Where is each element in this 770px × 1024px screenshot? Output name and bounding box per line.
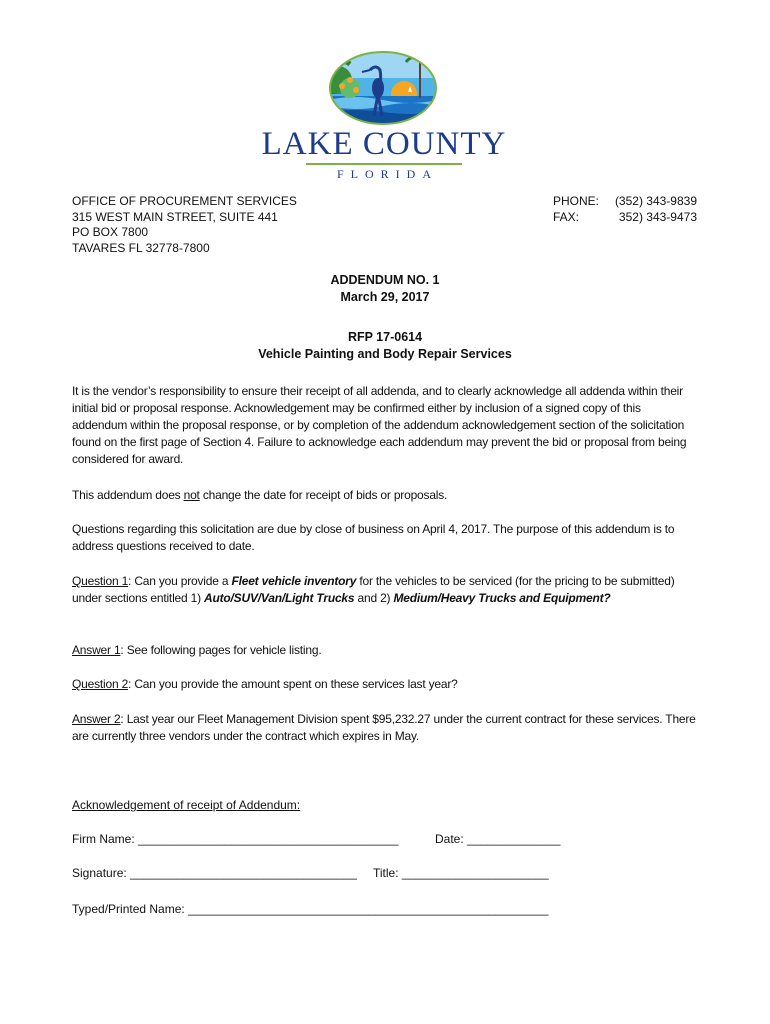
firm-name-field: Firm Name: _______________________________________ bbox=[72, 832, 399, 846]
question-1-text-b: for the vehicles to be serviced (for the pricing to be submitted) under sections entitled 1) bbox=[72, 574, 675, 605]
date-field: Date: ______________ bbox=[435, 832, 561, 846]
question-2-text: : Can you provide the amount spent on these services last year? bbox=[128, 677, 458, 691]
lake-county-logo bbox=[253, 50, 515, 184]
logo-state-name: FLORIDA bbox=[336, 167, 438, 181]
questions-intro-paragraph: Questions regarding this solicitation are due by close of business on April 4, 2017. The purpose of this addendum is to address questions received to date. bbox=[72, 522, 675, 553]
answer-1-text: : See following pages for vehicle listing. bbox=[120, 643, 322, 657]
intro-paragraph: It is the vendor’s responsibility to ensure their receipt of all addenda, and to clearly acknowledge all addenda within their initial bid or proposal response. Acknowledgement may be confirmed either by inclusion of a signed copy of this addendum within the proposal response, or by completion of the addendum acknowledgement section of the solicitation found on the first page of Section 4. Failure to acknowledge each addendum may prevent the bid or proposal from being considered for award. bbox=[72, 384, 687, 466]
fax-value: 352) 343-9473 bbox=[618, 209, 697, 224]
addendum-number: ADDENDUM NO. 1 bbox=[330, 273, 440, 287]
date-note-emphasis: not bbox=[183, 488, 200, 502]
office-name: OFFICE OF PROCUREMENT SERVICES bbox=[72, 194, 297, 208]
office-city: TAVARES FL 32778-7800 bbox=[72, 240, 210, 255]
contact-info bbox=[553, 194, 697, 225]
answer-1-label: Answer 1 bbox=[72, 643, 121, 657]
date-note-pre: This addendum does bbox=[72, 488, 184, 502]
question-2-label: Question 2 bbox=[72, 677, 129, 691]
signature-field: Signature: __________________________________ bbox=[72, 866, 357, 880]
phone-value: (352) 343-9839 bbox=[614, 194, 697, 208]
question-1-text-a: : Can you provide a bbox=[128, 574, 232, 588]
answer-2-label: Answer 2 bbox=[72, 712, 121, 726]
addendum-date: March 29, 2017 bbox=[340, 290, 430, 304]
phone-row bbox=[553, 194, 697, 210]
addendum-heading bbox=[72, 272, 698, 306]
answer-1 bbox=[72, 642, 698, 659]
printed-name-field: Typed/Printed Name: ______________________________________________________ bbox=[72, 902, 549, 916]
question-1-label: Question 1 bbox=[72, 574, 129, 588]
phone-label: PHONE: bbox=[553, 194, 600, 208]
office-po-box: PO BOX 7800 bbox=[72, 225, 149, 239]
date-note-paragraph bbox=[72, 487, 698, 504]
question-1 bbox=[72, 573, 698, 607]
rfp-heading bbox=[72, 329, 698, 363]
office-street: 315 WEST MAIN STREET, SUITE 441 bbox=[72, 209, 278, 224]
question-2 bbox=[72, 676, 698, 693]
logo-county-name: LAKE COUNTY bbox=[261, 126, 507, 162]
fax-row bbox=[553, 210, 697, 226]
rfp-title: Vehicle Painting and Body Repair Services bbox=[258, 347, 512, 361]
question-1-inventory: Fleet vehicle inventory bbox=[231, 574, 357, 588]
question-1-section-2: Medium/Heavy Trucks and Equipment? bbox=[393, 591, 611, 605]
county-seal-icon bbox=[328, 50, 438, 126]
date-note-post: change the date for receipt of bids or proposals. bbox=[199, 488, 448, 502]
answer-2 bbox=[72, 711, 698, 745]
rfp-number: RFP 17-0614 bbox=[347, 330, 423, 344]
title-field: Title: ______________________ bbox=[373, 866, 549, 880]
acknowledgement-heading: Acknowledgement of receipt of Addendum: bbox=[72, 798, 301, 812]
fax-label: FAX: bbox=[553, 209, 580, 224]
office-address bbox=[72, 194, 297, 256]
question-1-text-c: and 2) bbox=[354, 591, 394, 605]
question-1-section-1: Auto/SUV/Van/Light Trucks bbox=[204, 591, 355, 605]
answer-2-text: : Last year our Fleet Management Division spent $95,232.27 under the current contract for these services. There are currently three vendors under the contract which expires in May. bbox=[72, 712, 696, 743]
